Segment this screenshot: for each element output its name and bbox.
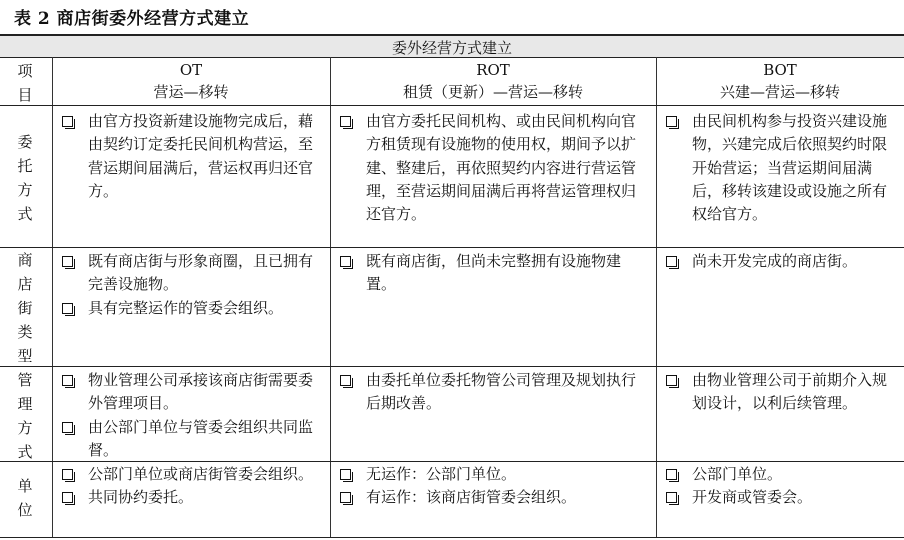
table-cell (60, 250, 322, 320)
row-divider (0, 461, 904, 462)
checkbox-bullet-icon (666, 375, 677, 386)
list-item: 尚未开发完成的商店街。 (664, 250, 896, 273)
checkbox-bullet-icon (340, 375, 351, 386)
table-cell (664, 110, 896, 226)
row-label-unit: 单 位 (17, 477, 33, 519)
checkbox-bullet-icon (666, 116, 677, 127)
table-cell (60, 110, 322, 203)
table-cell (60, 463, 322, 510)
row-divider (0, 247, 904, 248)
row-label-mandate: 委 托 方 式 (17, 133, 33, 223)
list-item: 开发商或管委会。 (664, 486, 896, 509)
list-item: 既有商店街与形象商圈，且已拥有完善设施物。 (60, 250, 322, 297)
header-divider (0, 57, 904, 58)
checkbox-bullet-icon (62, 492, 73, 503)
comparison-table (0, 34, 904, 538)
table-cell (338, 463, 648, 510)
list-item: 共同协约委托。 (60, 486, 322, 509)
table-bottom-rule (0, 537, 904, 538)
list-item: 由官方投资新建设施物完成后，藉由契约订定委托民间机构营运，至营运期间届满后，营运权再归还官方。 (60, 110, 322, 203)
table-cell (664, 463, 896, 510)
list-item: 具有完整运作的管委会组织。 (60, 297, 322, 320)
column-rule-2 (330, 57, 331, 538)
list-item: 由民间机构参与投资兴建设施物，兴建完成后依照契约时限开始营运；当营运期间届满后，移转该建设或设施之所有权给官方。 (664, 110, 896, 226)
table-cell (60, 369, 322, 462)
checkbox-bullet-icon (62, 422, 73, 433)
row-label-street-type: 商 店 街 类 型 (17, 251, 33, 365)
list-item: 由物业管理公司于前期介入规划设计，以利后续管理。 (664, 369, 896, 416)
list-item: 由委托单位委托物管公司管理及规划执行后期改善。 (338, 369, 648, 416)
checkbox-bullet-icon (666, 469, 677, 480)
list-item: 既有商店街，但尚未完整拥有设施物建置。 (338, 250, 648, 297)
list-item: 无运作：公部门单位。 (338, 463, 648, 486)
table-cell (338, 250, 648, 297)
table-cell (338, 110, 648, 226)
checkbox-bullet-icon (340, 256, 351, 267)
table-cell (664, 250, 896, 273)
list-item: 公部门单位。 (664, 463, 896, 486)
checkbox-bullet-icon (62, 256, 73, 267)
column-rule-1 (52, 57, 53, 538)
table-top-rule (0, 34, 904, 36)
list-item: 有运作：该商店街管委会组织。 (338, 486, 648, 509)
checkbox-bullet-icon (62, 303, 73, 314)
checkbox-bullet-icon (340, 116, 351, 127)
list-item: 由公部门单位与管委会组织共同监督。 (60, 416, 322, 463)
checkbox-bullet-icon (62, 469, 73, 480)
table-caption: 表 2 商店街委外经营方式建立 (14, 9, 250, 29)
list-item: 物业管理公司承接该商店街需要委外管理项目。 (60, 369, 322, 416)
checkbox-bullet-icon (340, 469, 351, 480)
row-label-management: 管 理 方 式 (17, 371, 33, 461)
column-header-rot: ROT 租赁（更新）—营运—移转 (402, 61, 583, 101)
checkbox-bullet-icon (62, 375, 73, 386)
super-header-title: 委外经营方式建立 (391, 39, 512, 57)
column-header-bot: BOT 兴建—营运—移转 (719, 61, 840, 101)
header-bottom-rule (0, 105, 904, 106)
item-column-header: 项 目 (17, 62, 33, 104)
table-cell (338, 369, 648, 416)
checkbox-bullet-icon (666, 256, 677, 267)
list-item: 公部门单位或商店街管委会组织。 (60, 463, 322, 486)
column-rule-3 (656, 57, 657, 538)
row-divider (0, 366, 904, 367)
checkbox-bullet-icon (666, 492, 677, 503)
checkbox-bullet-icon (62, 116, 73, 127)
column-header-ot: OT 营运—移转 (153, 61, 229, 101)
checkbox-bullet-icon (340, 492, 351, 503)
list-item: 由官方委托民间机构、或由民间机构向官方租赁现有设施物的使用权，期间予以扩建、整建后，再依照契约内容进行营运管理，至营运期间届满后再将营运管理权归还官方。 (338, 110, 648, 226)
table-cell (664, 369, 896, 416)
